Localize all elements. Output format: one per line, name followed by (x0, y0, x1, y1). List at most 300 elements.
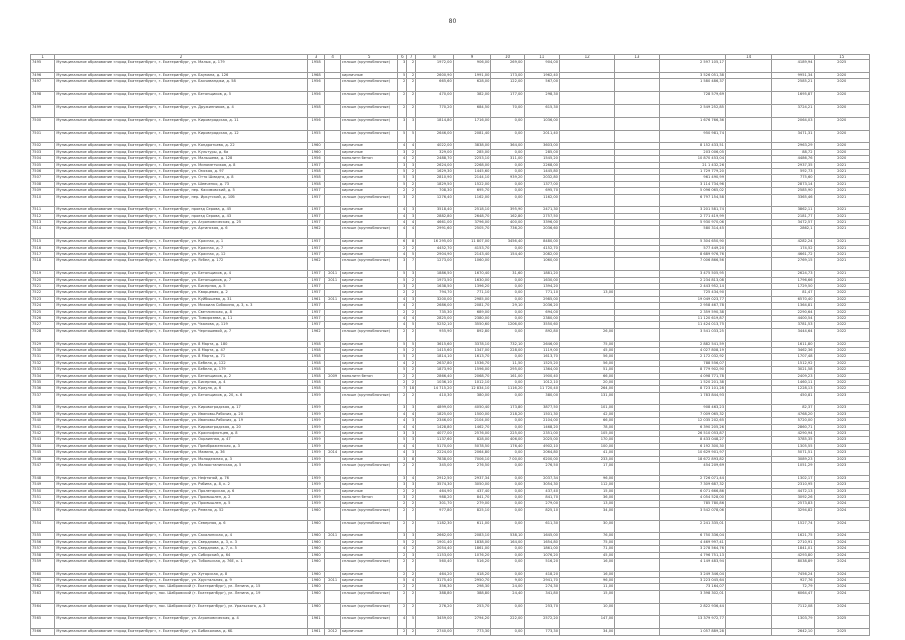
table-cell: 2021 (814, 168, 869, 174)
table-cell: 8 (407, 456, 416, 462)
column-number: 12 (559, 55, 614, 60)
table-cell: 1959 (307, 501, 325, 507)
table-cell: 5 304 650,90 (659, 239, 725, 245)
table-cell: 2 (407, 546, 416, 552)
table-cell: 785 780,86 (659, 501, 725, 507)
table-cell: 285,00 (453, 149, 491, 155)
table-cell: 1960 (307, 149, 325, 155)
table-cell: 1036,00 (524, 117, 559, 130)
table-cell: 1958 (307, 168, 325, 174)
table-cell: 2 (407, 245, 416, 251)
table-cell: 0,00 (491, 290, 524, 296)
table-cell: кирпичные (340, 162, 398, 168)
table-cell: 2794,20 (453, 616, 491, 629)
table-cell: 2024 (814, 584, 869, 590)
table-cell: 5071,51 (772, 450, 814, 456)
table-cell: 0,00 (491, 571, 524, 577)
table-cell: 1460,11 (772, 379, 814, 385)
table-cell: кирпичные (340, 450, 398, 456)
table-cell: 1959 (307, 392, 325, 405)
table-cell: 2036,20 (524, 303, 559, 309)
table-cell: 2021 (814, 252, 869, 258)
table-cell: 3 (407, 296, 416, 302)
table-cell: 1960 (307, 578, 325, 584)
table-cell: 3456,40 (491, 239, 524, 245)
table-cell: 3 (398, 482, 407, 488)
table-cell: 1829,50 (416, 181, 454, 187)
table-cell: 2 (398, 392, 407, 405)
table-cell: 2 172 032,92 (659, 354, 725, 360)
table-cell: 81,47 (772, 290, 814, 296)
table-cell: 3 (407, 431, 416, 437)
table-cell: 2021 (814, 175, 869, 181)
table-cell: Муниципальное образование «город Екатеринбург», г. Екатеринбург, ул. Минометчиков, д. 8 (55, 162, 307, 168)
table-cell: 5 096 065,02 (659, 188, 725, 194)
table-cell: 253,70 (453, 603, 491, 616)
table-cell: 1973,50 (416, 277, 454, 283)
table-cell: Муниципальное образование «город Екатеринбург», г. Екатеринбург, ул. Куйбышева, д. 31 (55, 296, 307, 302)
table-cell: 955,90 (416, 328, 454, 341)
table-cell: 1957 (307, 162, 325, 168)
table-cell: 1501,30 (524, 411, 559, 417)
table-cell: 4 (398, 213, 407, 219)
table-cell: Муниципальное образование «город Екатеринбург», г. Екатеринбург, ул. Чкалова, д. 119 (55, 322, 307, 328)
table-cell: 3444,64 (772, 328, 814, 341)
table-cell: 1960 (307, 603, 325, 616)
table-cell: 0,00 (491, 284, 524, 290)
table-cell: 4 (398, 418, 407, 424)
table-cell: 1957 (307, 194, 325, 207)
table-cell: 1347,00 (453, 347, 491, 353)
table-cell: 3021,58 (772, 367, 814, 373)
table-cell: 7514 (31, 226, 55, 239)
table-cell: 2023 (814, 488, 869, 494)
table-cell: 1957 (307, 239, 325, 245)
table-cell: 7549 (31, 482, 55, 488)
table-cell: 2 (407, 156, 416, 162)
table-cell: 7554 (31, 520, 55, 533)
table-cell: 4 (407, 226, 416, 239)
table-cell: 5 (398, 539, 407, 545)
table-cell: 775,60 (772, 175, 814, 181)
table-cell: 7529 (31, 341, 55, 347)
table-cell: 3518,40 (416, 207, 454, 213)
table-cell: 592,73 (772, 168, 814, 174)
table-cell: 2518,10 (453, 207, 491, 213)
table-cell: 1861,00 (453, 546, 491, 552)
table-cell: 5078,50 (453, 443, 491, 449)
table-cell: 2 (407, 462, 416, 475)
table-cell: 4 (407, 475, 416, 481)
table-cell (325, 258, 340, 271)
table-cell: 2024 (814, 603, 869, 616)
table-cell: 1972,00 (416, 60, 454, 73)
table-cell: 14 715,20 (416, 386, 454, 392)
table-cell: 4 (398, 443, 407, 449)
table-cell: 4 098 771,78 (659, 373, 725, 379)
table-cell: 1886,50 (416, 271, 454, 277)
table-cell: кирпичные (340, 629, 398, 635)
table-cell: кирпичные (340, 347, 398, 353)
table-cell: 2 (398, 501, 407, 507)
table-cell: 1962,40 (524, 73, 559, 79)
table-cell: 7521 (31, 284, 55, 290)
table-cell: 2 (407, 507, 416, 520)
table-cell: 0,00 (491, 520, 524, 533)
table-cell: 380,00 (453, 392, 491, 405)
table-cell: 2 882 541,59 (659, 341, 725, 347)
table-cell: 2022 (814, 379, 869, 385)
table-cell: 3 (407, 207, 416, 213)
table-row (31, 117, 870, 130)
table-cell: 628,00 (453, 79, 491, 92)
table-cell: кирпичные (340, 405, 398, 411)
table-cell: 3 398 302,01 (659, 590, 725, 603)
table-cell: 2025 (814, 629, 869, 635)
table-cell: 2662,00 (416, 533, 454, 539)
table-cell: кирпичные (340, 271, 398, 277)
table-cell: 2036,60 (524, 226, 559, 239)
table-cell: 1522,00 (453, 181, 491, 187)
table-cell: 279,00 (453, 501, 491, 507)
table-cell: 0,00 (491, 188, 524, 194)
table-cell (725, 79, 771, 92)
table-cell: 34,00 (559, 507, 614, 520)
table-cell: Муниципальное образование «город Екатеринбург», г. Екатеринбург, ул. Кварцевая, д. 2 (55, 290, 307, 296)
table-cell: 689,00 (453, 309, 491, 315)
table-cell: 464,20 (416, 571, 454, 577)
table-cell: 1960 (307, 590, 325, 603)
table-cell: кирпичные (340, 175, 398, 181)
table-cell: 1960 (307, 571, 325, 577)
table-cell: кирпичные (340, 386, 398, 392)
table-cell: сплошн (крупноблочные) (340, 79, 398, 92)
table-cell: 161,00 (491, 373, 524, 379)
table-cell: 2023 (814, 494, 869, 500)
table-cell (615, 616, 659, 629)
table-cell: 1961 (307, 616, 325, 629)
table-cell: 36,00 (559, 494, 614, 500)
table-cell: кирпичные (340, 539, 398, 545)
table-cell (615, 92, 659, 105)
table-cell: 2081,40 (453, 130, 491, 143)
table-cell: 2 (407, 79, 416, 92)
table-cell: 1116,20 (491, 386, 524, 392)
table-cell: 2873,14 (772, 181, 814, 187)
table-cell: 1991,00 (453, 73, 491, 79)
table-cell: 4 (407, 578, 416, 584)
table-cell: 8038,89 (772, 558, 814, 571)
table-cell: 736,20 (491, 226, 524, 239)
table-cell: кирпичные (340, 501, 398, 507)
table-cell (615, 226, 659, 239)
table-cell: 2022 (814, 367, 869, 373)
table-cell: Муниципальное образование «город Екатеринбург», г. Екатеринбург, ул. Краснах, д. 1 (55, 239, 307, 245)
table-cell: 233,00 (559, 456, 614, 462)
table-cell: 2022 (814, 373, 869, 379)
table-cell: Муниципальное образование «город Екатеринбург», г. Екатеринбург, ул. Ремеля, д. 52 (55, 507, 307, 520)
table-cell: кирпичные (340, 207, 398, 213)
table-cell: 7544 (31, 443, 55, 449)
table-cell: 1961 (307, 296, 325, 302)
table-cell: сплошн (крупноблочные) (340, 194, 398, 207)
table-cell: Муниципальное образование «город Екатеринбург», г. Екатеринбург, ул. Нефтяной, д. 76 (55, 475, 307, 481)
table-cell (559, 79, 614, 92)
table-cell (325, 392, 340, 405)
table-cell: кирпичные (340, 482, 398, 488)
table-cell: 2022 (814, 347, 869, 353)
table-cell: 2024 (814, 507, 869, 520)
table-cell (615, 629, 659, 635)
table-cell: 1962 (307, 258, 325, 271)
table-cell: 2022 (814, 309, 869, 315)
table-cell: 177,00 (491, 92, 524, 105)
table-cell: Муниципальное образование «город Екатеринбург», г. Екатеринбург, проезд Серова, д. 43 (55, 213, 307, 219)
table-cell: 2009 (325, 373, 340, 379)
table-cell: 5720,00 (772, 418, 814, 424)
table-cell: 2143,40 (453, 252, 491, 258)
table-cell: 276,50 (524, 462, 559, 475)
table-cell: 7561 (31, 578, 55, 584)
table-cell: 1959 (307, 450, 325, 456)
table-cell: 7501 (31, 130, 55, 143)
table-cell: 24,40 (491, 590, 524, 603)
table-cell: 0,00 (491, 462, 524, 475)
table-cell: 3 (398, 162, 407, 168)
table-cell: 5 930 970,06 (659, 220, 725, 226)
table-cell: 7507 (31, 175, 55, 181)
table-cell: 0,00 (491, 194, 524, 207)
table-cell: 295,00 (491, 367, 524, 373)
table-cell: 3294,82 (772, 507, 814, 520)
table-cell: сплошн (крупноблочные) (340, 603, 398, 616)
table-cell: 1 783 844,93 (659, 392, 725, 405)
table-cell: 3574,30 (416, 482, 454, 488)
table-cell: 7512 (31, 213, 55, 219)
table-cell: 1396,20 (453, 284, 491, 290)
table-cell: 2024 (814, 520, 869, 533)
table-cell: 2020 (814, 156, 869, 162)
table-cell: 611,30 (524, 520, 559, 533)
table-cell: 2 (407, 520, 416, 533)
table-cell: 2686,00 (416, 303, 454, 309)
table-cell: 2346,00 (416, 418, 454, 424)
table-cell: Муниципальное образование «город Екатеринбург», г. Екатеринбург, ул. Краснах, д. 12 (55, 252, 307, 258)
table-row (31, 558, 870, 571)
table-cell: 1962 (307, 226, 325, 239)
table-cell: 4400,54 (772, 315, 814, 321)
table-cell: 3 (398, 60, 407, 73)
column-number: 7 (407, 55, 416, 60)
table-cell: 225,00 (491, 431, 524, 437)
table-cell: 3838,00 (453, 143, 491, 149)
table-cell: кирпичные (340, 252, 398, 258)
table-cell: 2012 (325, 629, 340, 635)
table-cell (615, 392, 659, 405)
table-cell: 2011 (325, 533, 340, 539)
table-cell: 1670,40 (453, 271, 491, 277)
table-cell: 2 958 467,78 (659, 303, 725, 309)
table-cell: 73 164,07 (659, 584, 725, 590)
table-cell: 1962 (307, 328, 325, 341)
table-cell: 580 314,45 (659, 226, 725, 239)
table-cell: 1957 (307, 271, 325, 277)
table-cell: кирпичные (340, 277, 398, 283)
table-cell: 7496 (31, 73, 55, 79)
table-cell: 7564 (31, 603, 55, 616)
table-cell: 1960 (307, 533, 325, 539)
table-cell: 1512,92 (772, 360, 814, 366)
table-cell: 3 (398, 456, 407, 462)
table-cell: 2624,73 (772, 271, 814, 277)
table-cell: 4 (398, 220, 407, 226)
table-cell: 6064,47 (772, 590, 814, 603)
table-cell (615, 520, 659, 533)
table-cell (725, 520, 771, 533)
table-cell: 3054,30 (524, 482, 559, 488)
table-cell: 6 (398, 239, 407, 245)
table-cell: 1 057 889,28 (659, 629, 725, 635)
table-cell: 2020 (814, 130, 869, 143)
table-cell: 6 192 300,30 (659, 443, 725, 449)
table-cell: 8 723 101,28 (659, 386, 725, 392)
table-cell: 1959 (307, 462, 325, 475)
table-cell: 7550 (31, 488, 55, 494)
table-cell: 24,00 (491, 584, 524, 590)
table-cell: 450,81 (772, 392, 814, 405)
table-cell: 2 (398, 379, 407, 385)
table-cell: 3175,40 (416, 578, 454, 584)
table-cell: 2024 (814, 539, 869, 545)
table-cell: Муниципальное образование «город Екатеринбург», г. Екатеринбург, ул. Окраинная, д. 47 (55, 437, 307, 443)
table-cell: 2937,35 (772, 162, 814, 168)
table-cell: 2 (398, 79, 407, 92)
table-cell: 4 (398, 424, 407, 430)
table-cell (725, 603, 771, 616)
table-cell: 21 1 432,26 (659, 162, 725, 168)
table-cell: кирпичные (340, 220, 398, 226)
table-cell: 3 (398, 117, 407, 130)
table-cell: кирпичные (340, 73, 398, 79)
table-cell: 577 449,20 (659, 245, 725, 251)
table-cell: 3781,53 (772, 322, 814, 328)
table-cell: 82,37 (772, 405, 814, 411)
table-cell: 4 (407, 424, 416, 430)
table-cell: сплошн (крупноблочные) (340, 226, 398, 239)
table-cell (325, 558, 340, 571)
table-cell: 2 (407, 488, 416, 494)
table-cell: 2021 (814, 226, 869, 239)
table-cell: 1959 (307, 443, 325, 449)
table-cell: 1957 (307, 290, 325, 296)
table-cell (725, 60, 771, 73)
table-cell: 3 114 734,96 (659, 181, 725, 187)
table-cell: 7526 (31, 315, 55, 321)
table-cell: 735,30 (416, 309, 454, 315)
table-cell: 1525,20 (524, 360, 559, 366)
table-cell: 3 223 045,64 (659, 578, 725, 584)
table-cell: Муниципальное образование «город Екатеринбург», г. Екатеринбург, ул. Бетонщиков, д. 7 (55, 277, 307, 283)
table-cell: 1955 (307, 130, 325, 143)
table-cell: 0,00 (491, 475, 524, 481)
column-number: 8 (416, 55, 454, 60)
table-cell: 2 (398, 309, 407, 315)
table-cell: 1303,79 (772, 616, 814, 629)
table-cell: 2 822 936,44 (659, 603, 725, 616)
table-cell: сплошн (крупноблочные) (340, 92, 398, 105)
table-cell: 2505,70 (453, 226, 491, 239)
table-cell: 6570,40 (772, 296, 814, 302)
table-cell: 5 (398, 175, 407, 181)
table-cell: 4077,00 (416, 431, 454, 437)
table-cell: кирпичные (340, 239, 398, 245)
table-cell: 4661,72 (772, 252, 814, 258)
table-cell: 13,00 (559, 501, 614, 507)
table-cell: 3200,00 (416, 296, 454, 302)
table-cell: 0,00 (491, 392, 524, 405)
table-cell: 7510 (31, 194, 55, 207)
table-cell: Муниципальное образование «город Екатеринбург», г. Екатеринбург, ул. Крауля, д. 6 (55, 386, 307, 392)
table-cell: кирпичные (340, 213, 398, 219)
table-cell: 904,00 (524, 60, 559, 73)
table-cell: 1060,00 (524, 258, 559, 271)
table-cell: Муниципальное образование «город Екатеринбург», г. Екатеринбург, ул. 8 Марта, д. 71 (55, 354, 307, 360)
table-cell (615, 328, 659, 341)
table-cell: 29,10 (491, 303, 524, 309)
table-cell: 7519 (31, 271, 55, 277)
table-cell: Муниципальное образование «город Екатеринбург», г. Екатеринбург, ул. Кировградская, д. 11 (55, 117, 307, 130)
table-cell: 0,00 (491, 379, 524, 385)
table-cell: 2 (407, 379, 416, 385)
table-cell: 2104,00 (453, 418, 491, 424)
table-cell: 2 (407, 584, 416, 590)
table-cell: 7 309 687,32 (659, 482, 725, 488)
table-cell: 2022 (814, 296, 869, 302)
table-cell: 1695,87 (772, 92, 814, 105)
table-cell: сплошн (крупноблочные) (340, 462, 398, 475)
table-cell: 1621,75 (772, 533, 814, 539)
table-cell: 2862,1 (772, 226, 814, 239)
table-cell: 170,00 (559, 437, 614, 443)
table-cell: 45,00 (559, 347, 614, 353)
table-cell: 0,00 (491, 149, 524, 155)
table-cell: 17,00 (559, 462, 614, 475)
table-cell: 1462,70 (453, 424, 491, 430)
table-cell: 8 433 048,27 (659, 437, 725, 443)
table-cell: 7524 (31, 303, 55, 309)
table-cell: 5 (407, 252, 416, 258)
table-cell: 2083,10 (453, 533, 491, 539)
table-cell: 3 (398, 533, 407, 539)
table-row (31, 258, 870, 271)
table-cell: 173,80 (491, 405, 524, 411)
table-cell: 2022 (814, 315, 869, 321)
table-cell: Муниципальное образование «город Екатеринбург», г. Екатеринбург, ул. Рябина, д. 8, к. 2 (55, 482, 307, 488)
table-cell: 2023 (814, 418, 869, 424)
table-cell: 988,20 (416, 494, 454, 500)
table-cell: 1959 (307, 411, 325, 417)
table-cell: кирпичные (340, 533, 398, 539)
table-cell: 364,00 (491, 143, 524, 149)
table-cell: 12 834,10 (453, 386, 491, 392)
table-cell: кирпичные (340, 411, 398, 417)
table-cell: кирпичные (340, 322, 398, 328)
table-cell: 2 (398, 373, 407, 379)
table-cell: 2021 (814, 271, 869, 277)
table-cell: 2 (407, 354, 416, 360)
table-cell: 72,79 (772, 584, 814, 590)
table-cell: Муниципальное образование «город Екатеринбург», г. Екатеринбург, ул. Бебеля, д. 179 (55, 367, 307, 373)
